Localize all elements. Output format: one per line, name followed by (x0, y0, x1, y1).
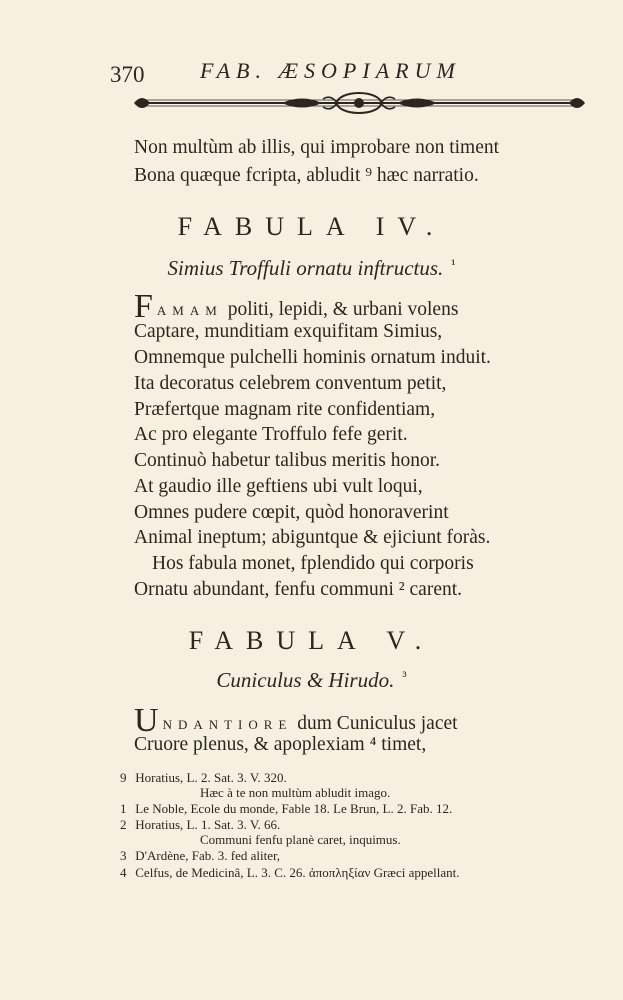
fable-5-subtitle-text: Cuniculus & Hirudo. (216, 668, 395, 692)
footnote-number: 9 (120, 770, 127, 785)
line-rest: politi, lepidi, & urbani volens (222, 299, 459, 320)
drop-cap: F (134, 288, 153, 325)
intro-line-2: Bona quæque fcripta, abludit ⁹ hæc narratio. (134, 165, 479, 186)
fable-4-line-8: At gaudio ille geftiens ubi vult loqui, (134, 476, 423, 497)
footnote (120, 801, 452, 817)
fable-4-line-4: Ita decoratus celebrem conventum petit, (134, 373, 447, 394)
small-caps-opening: NDANTIORE (162, 717, 293, 732)
footnote-text: Horatius, L. 1. Sat. 3. V. 66. (135, 817, 281, 832)
footnote-number: 2 (120, 817, 127, 832)
footnote-marker: ¹ (451, 258, 456, 273)
fable-4-line-7: Continuò habetur talibus meritis honor. (134, 450, 441, 471)
fable-4-line-5: Præfertque magnam rite confidentiam, (134, 399, 436, 420)
footnote-marker: ³ (402, 670, 407, 685)
fable-4-subtitle-text: Simius Troffuli ornatu inftructus. (167, 256, 444, 280)
footnote-text: Le Noble, Ecole du monde, Fable 18. Le Brun, L. 2. Fab. 12. (135, 801, 453, 816)
running-title: FAB. ÆSOPIARUM (200, 58, 461, 83)
fable-5-subtitle (0, 668, 623, 693)
footnote-continuation: Hæc à te non multùm abludit imago. (200, 785, 391, 800)
small-caps-opening: AMAM (156, 303, 223, 318)
footnote (120, 865, 460, 881)
footnote-number: 3 (120, 848, 127, 863)
footnote (120, 817, 280, 833)
fable-4-line-11: Hos fabula monet, fplendido qui corporis (152, 553, 474, 574)
footnote (120, 848, 280, 864)
footnote-text: D'Ardène, Fab. 3. fed aliter, (135, 848, 281, 863)
footnote-number: 4 (120, 865, 127, 880)
footnote-text: Horatius, L. 2. Sat. 3. V. 320. (135, 770, 287, 785)
fable-4-line-6: Ac pro elegante Troffulo fefe gerit. (134, 424, 408, 445)
fable-4-line-9: Omnes pudere cœpit, quòd honoraverint (134, 502, 449, 523)
fable-4-subtitle (0, 256, 623, 281)
intro-line-1: Non multùm ab illis, qui improbare non timent (134, 137, 500, 158)
fable-4-line-2: Captare, munditiam exquifitam Simius, (134, 321, 443, 342)
fable-4-line-3: Omnemque pulchelli hominis ornatum induit. (134, 347, 491, 368)
drop-cap: U (134, 702, 159, 739)
footnote-text: Celfus, de Medicinâ, L. 3. C. 26. ἀποπληξίαν Græci appellant. (135, 865, 460, 880)
page-number: 370 (110, 62, 145, 87)
footnote (120, 770, 287, 786)
fable-4-line-10: Animal ineptum; abiguntque & ejiciunt foràs. (134, 527, 491, 548)
fable-5-line-2: Cruore plenus, & apoplexiam ⁴ timet, (134, 734, 427, 755)
footnote-continuation: Communi fenfu planè caret, inquimus. (200, 832, 401, 847)
footnote-number: 1 (120, 801, 127, 816)
fable-4-title: FABULA IV. (177, 212, 446, 241)
fable-4-line-1 (134, 288, 459, 325)
fable-5-title: FABULA V. (188, 626, 435, 655)
line-rest: dum Cuniculus jacet (292, 713, 458, 734)
decorative-rule-ornament (132, 91, 587, 115)
fable-4-line-12: Ornatu abundant, fenfu communi ² carent. (134, 579, 463, 600)
page-header (0, 58, 623, 88)
